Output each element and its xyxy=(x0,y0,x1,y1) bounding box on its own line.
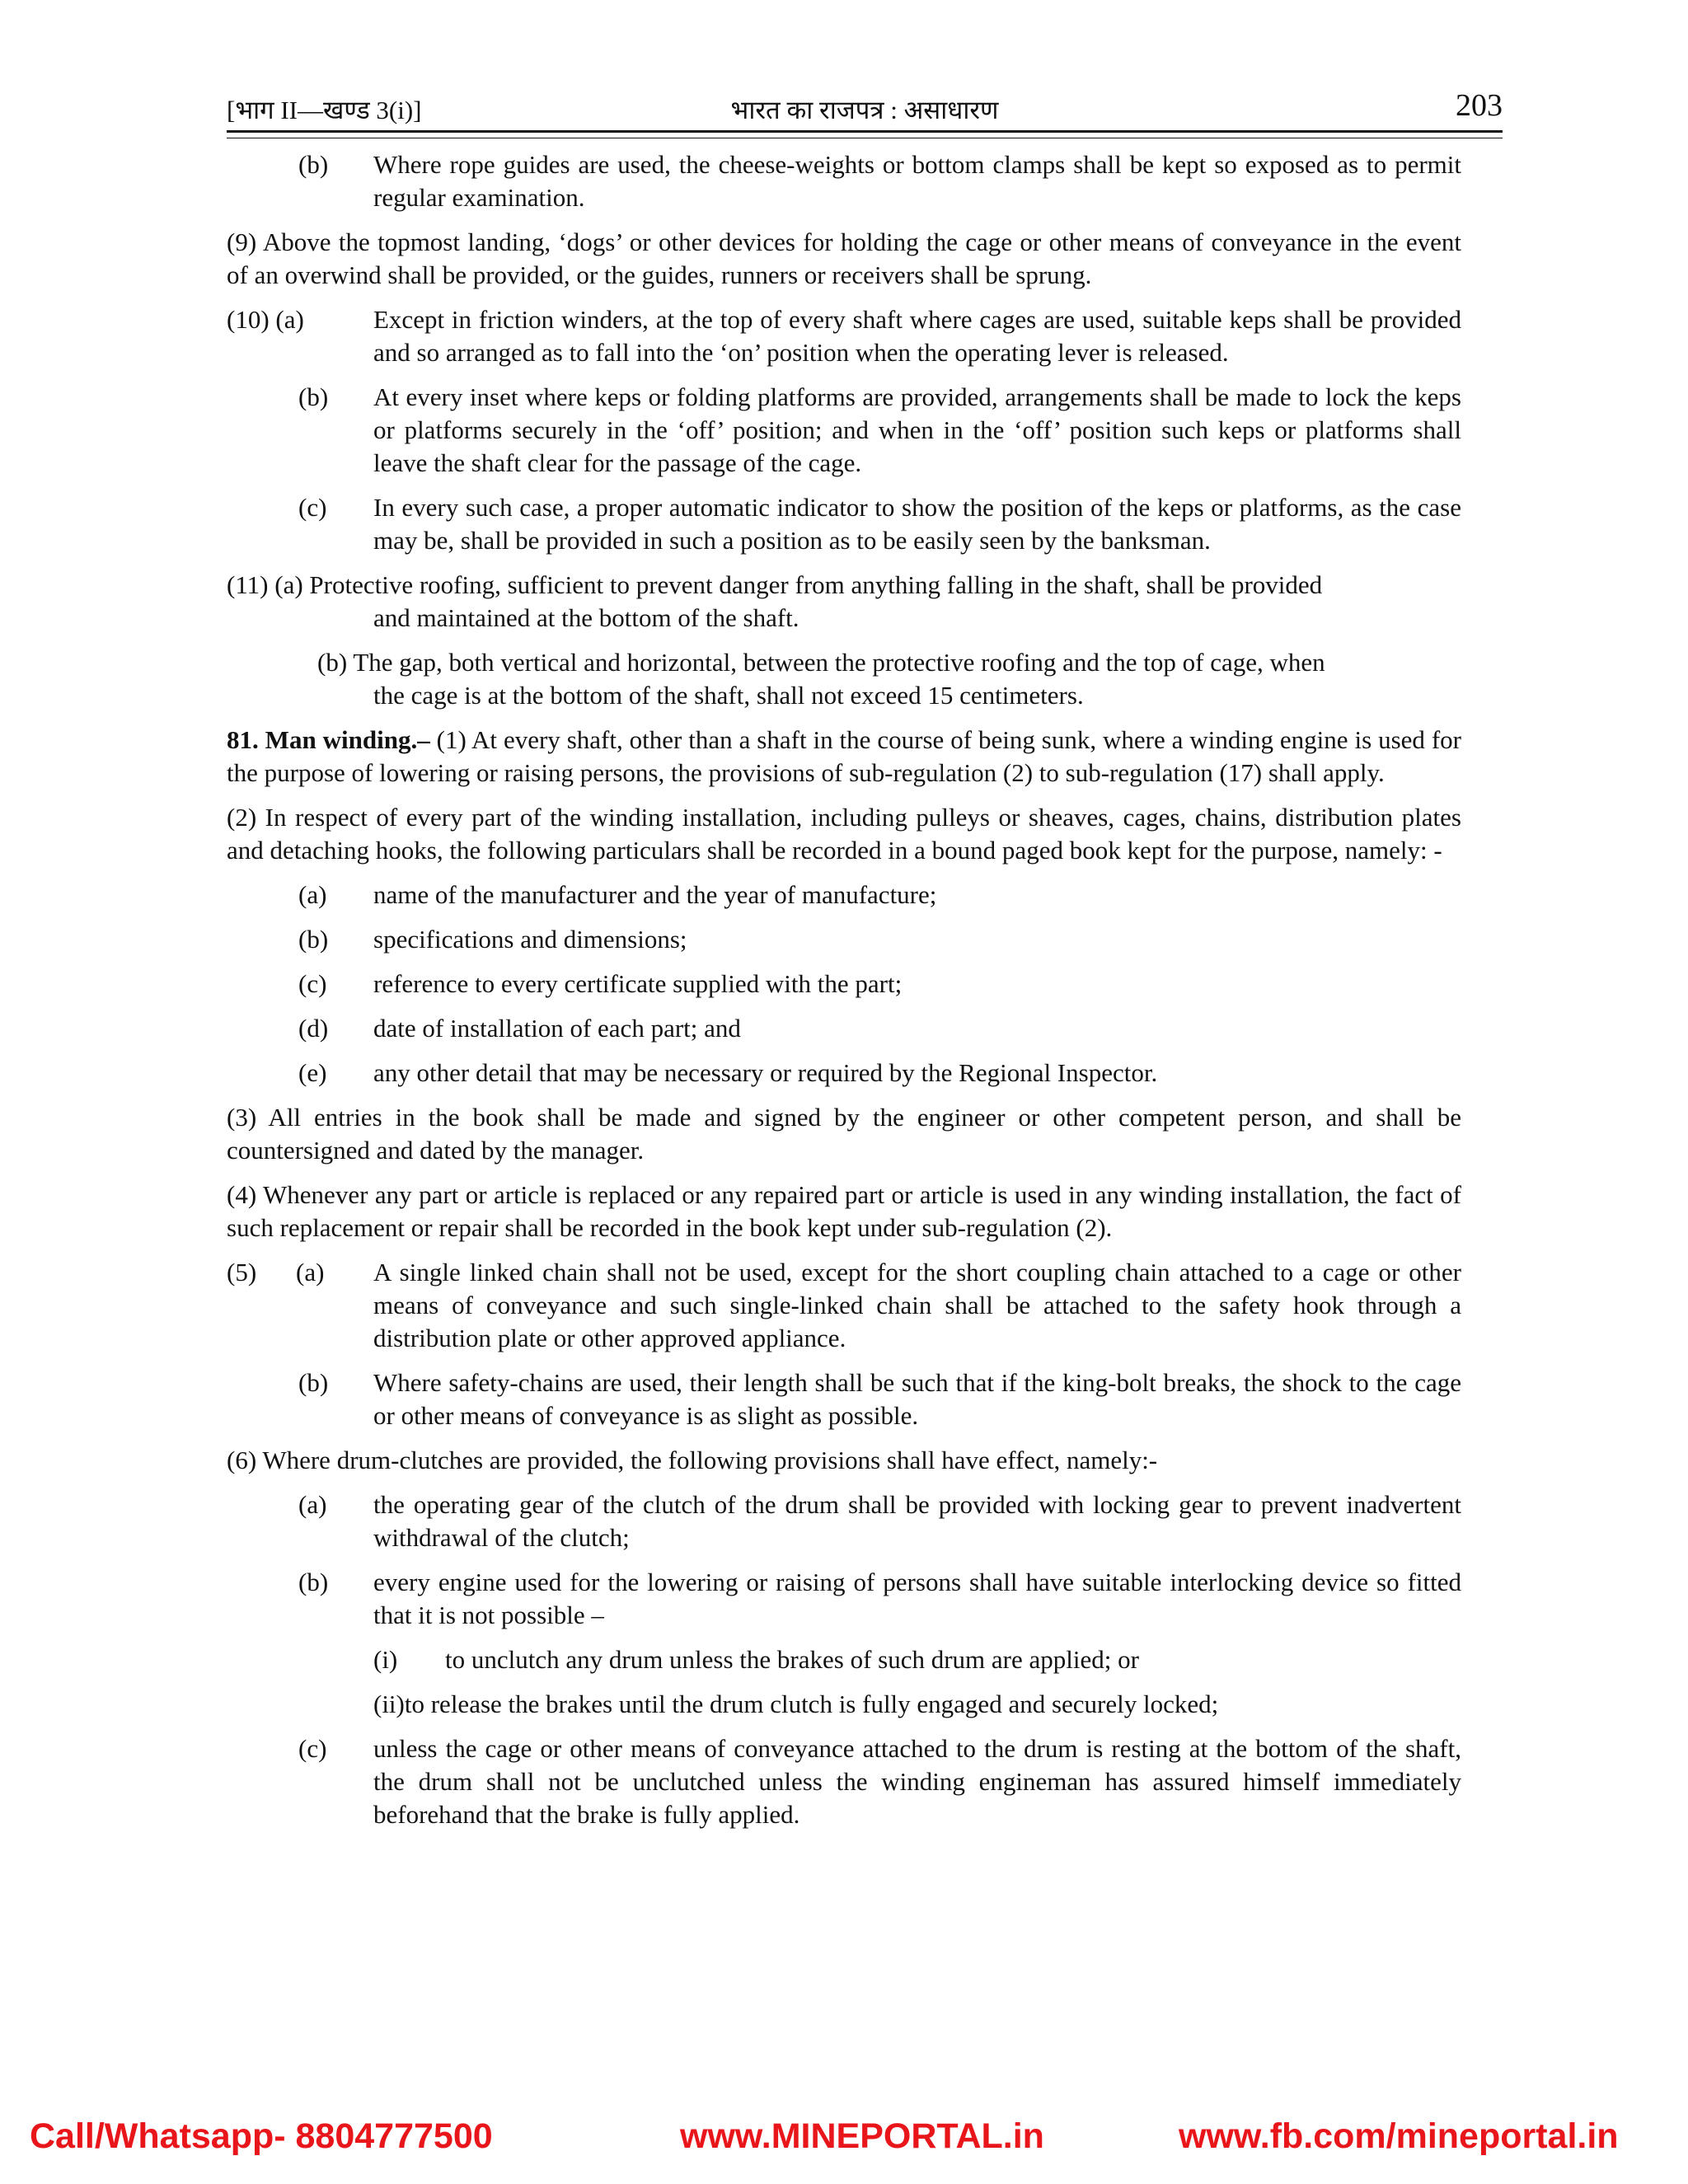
clause-6a xyxy=(227,1488,1461,1554)
paragraph-4: (4) Whenever any part or article is replaced or any repaired part or article is used in any winding installation, the fact of such replacement or repair shall be recorded in the book kept under sub-regulation (2). xyxy=(227,1180,1461,1242)
item-label: (b) xyxy=(298,925,329,954)
item-label: (e) xyxy=(298,1058,327,1087)
clause-lead-line: (11) (a) Protective roofing, sufficient to prevent danger from anything falling in the shaft, shall be provided xyxy=(227,570,1323,599)
list-item xyxy=(227,1057,1461,1090)
paragraph-3: (3) All entries in the book shall be made and signed by the engineer or other competent person, and shall be countersigned and dated by the manager. xyxy=(227,1103,1461,1165)
clause-label: (b) xyxy=(298,382,329,411)
item-label: (a) xyxy=(298,880,327,909)
paragraph-6: (6) Where drum-clutches are provided, the following provisions shall have effect, namely:- xyxy=(227,1446,1158,1474)
clause-text: the operating gear of the clutch of the drum shall be provided with locking gear to prevent inadvertent withdrawal of the clutch; xyxy=(373,1490,1461,1552)
clause-5b xyxy=(227,1366,1461,1432)
clause-label: (a) xyxy=(296,1258,325,1286)
section-text: (1) At every shaft, other than a shaft in the course of being sunk, where a winding engine is used for the purpose of lowering or raising persons, the provisions of sub-regulation (2) to sub-regulation (17) shall apply. xyxy=(227,725,1462,787)
subclause-6b-ii xyxy=(227,1688,1461,1721)
clause-continuation: and maintained at the bottom of the shaft. xyxy=(373,603,799,632)
section-81 xyxy=(227,724,1461,790)
item-text: name of the manufacturer and the year of manufacture; xyxy=(373,880,937,909)
item-label: (c) xyxy=(298,969,327,998)
paragraph-2: (2) In respect of every part of the winding installation, including pulleys or sheaves, cages, chains, distribution plates and detaching hooks, the following particulars shall be recorded in a bound paged book kept for the purpose, namely: - xyxy=(227,803,1461,865)
subclause-text: (ii)to release the brakes until the drum clutch is fully engaged and securely locked; xyxy=(373,1690,1219,1718)
paragraph-9: (9) Above the topmost landing, ‘dogs’ or other devices for holding the cage or other means of conveyance in the event of an overwind shall be provided, or the guides, runners or receivers shall be sprung. xyxy=(227,227,1461,289)
list-item xyxy=(227,923,1461,956)
clause-text: Except in friction winders, at the top of every shaft where cages are used, suitable keps shall be provided and so arranged as to fall into the ‘on’ position when the operating lever is released. xyxy=(373,305,1461,367)
clause-text: A single linked chain shall not be used, except for the short coupling chain attached to a cage or other means of conveyance and such single-linked chain shall be attached to the safety hook through a distribution plate or other approved appliance. xyxy=(373,1258,1461,1352)
footer-phone: Call/Whatsapp- 8804777500 xyxy=(30,2116,493,2156)
clause-text: Where rope guides are used, the cheese-weights or bottom clamps shall be kept so exposed as to permit regular examination. xyxy=(373,150,1461,212)
subclause-6b-i xyxy=(227,1643,1461,1676)
section-heading: 81. Man winding.– xyxy=(227,725,430,754)
subclause-label: (i) xyxy=(373,1645,398,1674)
clause-number: (5) xyxy=(227,1258,257,1286)
clause-lead-line: (b) The gap, both vertical and horizontal, between the protective roofing and the top of cage, when xyxy=(317,648,1325,677)
page-header xyxy=(227,88,1503,130)
clause-5a xyxy=(227,1256,1461,1355)
clause-label: (b) xyxy=(298,150,329,179)
subclause-text: to unclutch any drum unless the brakes of such drum are applied; or xyxy=(445,1645,1139,1674)
item-text: date of installation of each part; and xyxy=(373,1014,741,1043)
page-number: 203 xyxy=(1456,88,1503,123)
clause-10b xyxy=(227,381,1461,480)
item-text: reference to every certificate supplied with the part; xyxy=(373,969,903,998)
footer-website-link[interactable]: www.MINEPORTAL.in xyxy=(680,2116,1044,2156)
clause-10c xyxy=(227,491,1461,557)
list-item xyxy=(227,968,1461,1001)
header-part-section: [भाग II—खण्ड 3(i)] xyxy=(227,96,422,124)
header-rule-thick xyxy=(227,130,1503,133)
clause-text: unless the cage or other means of conveyance attached to the drum is resting at the bottom of the shaft, the drum shall not be unclutched unless the winding engineman has assured himself immediately beforehand that the brake is fully applied. xyxy=(373,1734,1461,1829)
list-item xyxy=(227,879,1461,912)
clause-label: (10) (a) xyxy=(227,305,304,334)
clause-10a xyxy=(227,303,1461,369)
item-text: any other detail that may be necessary or required by the Regional Inspector. xyxy=(373,1058,1158,1087)
clause-text: every engine used for the lowering or raising of persons shall have suitable interlocking device so fitted that it is not possible – xyxy=(373,1568,1461,1629)
clause-label: (b) xyxy=(298,1368,329,1397)
item-label: (d) xyxy=(298,1014,329,1043)
item-text: specifications and dimensions; xyxy=(373,925,687,954)
promo-footer xyxy=(0,2116,1688,2158)
document-body xyxy=(227,148,1461,1843)
clause-text: Where safety-chains are used, their length shall be such that if the king-bolt breaks, the shock to the cage or other means of conveyance is as slight as possible. xyxy=(373,1368,1461,1430)
clause-label: (c) xyxy=(298,1734,327,1763)
clause-continuation: the cage is at the bottom of the shaft, shall not exceed 15 centimeters. xyxy=(373,681,1084,710)
clause-11b xyxy=(227,646,1461,712)
clause-label: (b) xyxy=(298,1568,329,1596)
clause-8b xyxy=(227,148,1461,214)
header-gazette-title: भारत का राजपत्र : असाधारण xyxy=(730,96,999,124)
clause-label: (a) xyxy=(298,1490,327,1519)
clause-text: At every inset where keps or folding platforms are provided, arrangements shall be made to lock the keps or platforms securely in the ‘off’ position; and when in the ‘off’ position such keps or platforms shall leave the shaft clear for the passage of the cage. xyxy=(373,382,1461,477)
clause-6b xyxy=(227,1566,1461,1632)
list-item xyxy=(227,1012,1461,1045)
clause-text: In every such case, a proper automatic indicator to show the position of the keps or platforms, as the case may be, shall be provided in such a position as to be easily seen by the banksman. xyxy=(373,493,1461,555)
clause-6c xyxy=(227,1732,1461,1831)
footer-facebook-link[interactable]: www.fb.com/mineportal.in xyxy=(1179,2116,1619,2156)
clause-11a xyxy=(227,569,1461,635)
clause-label: (c) xyxy=(298,493,327,522)
